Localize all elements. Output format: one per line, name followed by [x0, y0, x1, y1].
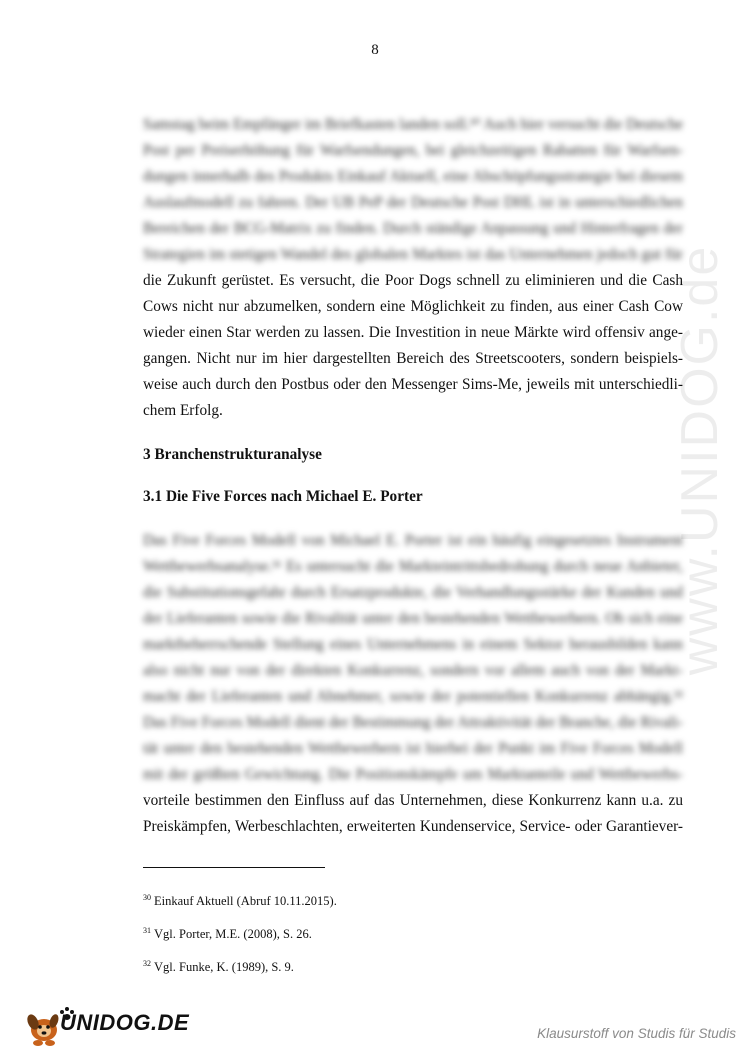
paragraph-five-forces: [143, 528, 683, 840]
text-line: die Zukunft gerüstet. Es versucht, die Poor Dogs schnell zu eliminieren und die Cash: [143, 272, 683, 289]
text-line: Post per Preiserhöhung für Warfsendungen, bei gleichzeitigen Rabatten für Warfsen-: [143, 142, 683, 159]
logo-text: UNIDOG.DE: [60, 1010, 190, 1035]
text-line: vorteile bestimmen den Einfluss auf das Unternehmen, diese Konkurrenz kann u.a. zu: [143, 792, 683, 809]
text-line: der Lieferanten sowie die Rivalität unter den bestehenden Wettbewerbern. Ob sich eine: [143, 610, 683, 627]
blurred-text-block: [143, 528, 683, 788]
subsection-heading: 3.1 Die Five Forces nach Michael E. Porter: [143, 488, 423, 505]
footnote: [143, 893, 337, 909]
text-line: Samstag beim Empfänger im Briefkasten landen soll.³⁰ Auch hier versucht die Deutsche: [143, 116, 683, 133]
page-number: 8: [371, 42, 379, 58]
text-line: chem Erfolg.: [143, 402, 223, 419]
text-line: also nicht nur von der direkten Konkurrenz, sondern vor allem auch von der Markt-: [143, 662, 683, 679]
footnote: [143, 959, 294, 975]
text-line: weise auch durch den Postbus oder den Messenger Sims-Me, jeweils mit unterschiedli-: [143, 376, 683, 393]
text-line: mit der größten Gewichtung. Die Positionskämpfe um Marktanteile und Wettbewerbs-: [143, 766, 683, 783]
footnote-number: 30: [143, 893, 151, 902]
text-line: Preiskämpfen, Werbeschlachten, erweiterten Kundenservice, Service- oder Garantiever-: [143, 818, 683, 835]
text-line: Cows nicht nur abzumelken, sondern eine Möglichkeit zu finden, aus einer Cash Cow: [143, 298, 683, 315]
footnote-divider: [143, 867, 325, 868]
footnote: [143, 926, 312, 942]
text-line: Wettbewerbsanalyse.³¹ Es untersucht die Markteintrittsbedrohung durch neue Anbieter,: [143, 558, 683, 575]
text-line: Das Five Forces Modell von Michael E. Porter ist ein häufig eingesetztes Instrument: [143, 532, 683, 549]
text-line: die Substitutionsgefahr durch Ersatzprodukte, die Verhandlungsstärke der Kunden und: [143, 584, 683, 601]
text-line: marktbeherrschende Stellung eines Unternehmens in einem Sektor herausbilden kann: [143, 636, 683, 653]
footnote-text: Einkauf Aktuell (Abruf 10.11.2015).: [154, 894, 337, 908]
text-line: Auslaufmodell zu fahren. Der UB PeP der Deutsche Post DHL ist in unterschiedlichen: [143, 194, 683, 211]
text-line: gangen. Nicht nur im hier dargestellten Bereich des Streetscooters, sondern beispiels-: [143, 350, 683, 367]
footer-tagline: Klausurstoff von Studis für Studis: [537, 1026, 736, 1041]
paragraph-bcg-conclusion: [143, 112, 683, 424]
text-line: Strategien im stetigen Wandel des globalen Marktes ist das Unternehmen jedoch gut für: [143, 246, 683, 263]
blurred-text-block: [143, 112, 683, 268]
watermark: www.UNIDOG.de: [671, 244, 729, 676]
footnote-number: 32: [143, 959, 151, 968]
text-line: macht der Lieferanten und Abnehmer, sowie der potentiellen Konkurrenz abhängig.³²: [143, 688, 683, 705]
text-line: tät unter den bestehenden Wettbewerbern ist hierbei der Punkt im Five Forces Modell: [143, 740, 683, 757]
footnote-text: Vgl. Porter, M.E. (2008), S. 26.: [154, 927, 312, 941]
footnote-number: 31: [143, 926, 151, 935]
text-line: wieder einen Star werden zu lassen. Die Investition in neue Märkte wird offensiv ange-: [143, 324, 683, 341]
text-line: dungen innerhalb des Produkts Einkauf Aktuell, eine Abschöpfungsstrategie bei diesem: [143, 168, 683, 185]
text-line: Das Five Forces Modell dient der Bestimmung der Attraktivität der Branche, die Rivali-: [143, 714, 683, 731]
footnote-text: Vgl. Funke, K. (1989), S. 9.: [154, 960, 294, 974]
text-line: Bereichen der BCG-Matrix zu finden. Durch ständige Anpassung und Hinterfragen der: [143, 220, 683, 237]
section-heading: 3 Branchenstrukturanalyse: [143, 446, 322, 463]
